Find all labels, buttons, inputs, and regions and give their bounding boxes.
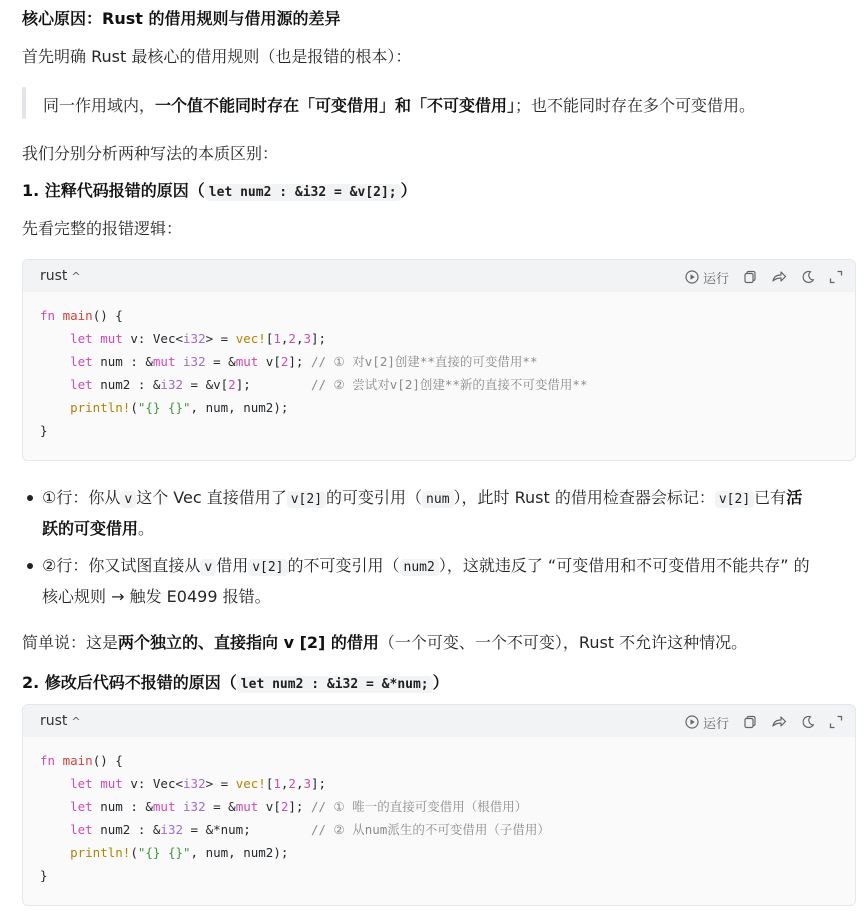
code-content-2: fn main() { let mut v: Vec<i32> = vec![1,2,3]; let num : &mut i32 = &mut v[2]; // ① 唯一的直接可变借用（根借用） let num2 : &i32 = &*num; // ② 从num派生的不可变借用（子借用） println!("{} {}", num, num2); } xyxy=(40,753,550,883)
text: 借用 xyxy=(216,556,249,575)
expand-icon[interactable] xyxy=(829,270,843,284)
code-block-1 xyxy=(22,259,856,461)
inline-code: v[2] xyxy=(287,491,326,508)
section1-close: ） xyxy=(400,181,417,200)
share-icon[interactable] xyxy=(771,270,787,284)
code-language-label: rust xyxy=(40,713,68,729)
section1-intro: 先看完整的报错逻辑： xyxy=(22,219,183,238)
copy-icon[interactable] xyxy=(743,715,757,729)
page-heading: 核心原因：Rust 的借用规则与借用源的差异 xyxy=(22,9,341,28)
copy-icon[interactable] xyxy=(743,270,757,284)
rule-blockquote xyxy=(22,87,842,119)
blockquote-bar xyxy=(22,87,26,119)
inline-code: v xyxy=(200,559,216,576)
quote-pre: 同一作用域内， xyxy=(43,96,156,115)
code-block-header xyxy=(23,260,855,292)
share-icon[interactable] xyxy=(771,715,787,729)
section2-inline-code: let num2 : &i32 = &*num; xyxy=(237,676,433,693)
theme-moon-icon[interactable] xyxy=(801,270,815,284)
code-toolbar xyxy=(685,712,843,732)
bold-text: 跃的可变借用 xyxy=(42,519,139,538)
chevron-up-icon: ^ xyxy=(71,270,81,283)
bullet-dot xyxy=(27,563,33,569)
chevron-up-icon: ^ xyxy=(71,715,81,728)
section2-title: 2. 修改后代码不报错的原因（ xyxy=(22,673,237,692)
text: （一个可变、一个不可变），Rust 不允许这种情况。 xyxy=(378,633,748,652)
intro-text: 首先明确 Rust 最核心的借用规则（也是报错的根本）： xyxy=(22,47,412,66)
text: 。 xyxy=(138,519,155,538)
code-language-toggle[interactable] xyxy=(40,268,81,284)
section1-title: 1. 注释代码报错的原因（ xyxy=(22,181,205,200)
analysis-intro: 我们分别分析两种写法的本质区别： xyxy=(22,144,279,163)
code-block-2 xyxy=(22,704,856,906)
code-language-toggle[interactable] xyxy=(40,713,81,729)
text: 的不可变引用（ xyxy=(287,556,400,575)
section2-close: ） xyxy=(432,673,449,692)
code-toolbar xyxy=(685,267,843,287)
inline-code: v xyxy=(120,491,136,508)
list-item xyxy=(22,551,858,611)
section2-heading xyxy=(22,670,449,693)
bold-text: 两个独立的、直接指向 v [2] 的借用 xyxy=(118,633,379,652)
bullet-list xyxy=(22,483,858,611)
code-comment: // ② 从num派生的不可变借用（子借用） xyxy=(310,822,550,837)
code-content-1: fn main() { let mut v: Vec<i32> = vec![1,2,3]; let num : &mut i32 = &mut v[2]; // ① 对v[2]创建**直接的可变借用** let num2 : &i32 = &v[2]; // ② 尝试对v[2]创建**新的直接不可变借用** println!("{} {}", num, num2); } xyxy=(40,308,588,438)
inline-code: num2 xyxy=(400,559,439,576)
code-block-header xyxy=(23,705,855,737)
theme-moon-icon[interactable] xyxy=(801,715,815,729)
summary-text xyxy=(22,630,747,653)
text: ），此时 Rust 的借用检查器会标记： xyxy=(453,488,715,507)
quote-bold: 一个值不能同时存在「可变借用」和「不可变借用」 xyxy=(155,96,516,115)
expand-icon[interactable] xyxy=(829,715,843,729)
text: ②行：你又试图直接从 xyxy=(42,556,201,575)
play-icon xyxy=(685,715,699,729)
bullet-dot xyxy=(27,495,33,501)
play-icon xyxy=(685,270,699,284)
run-label: 运行 xyxy=(702,716,729,732)
run-label: 运行 xyxy=(702,271,729,287)
text: 简单说：这是 xyxy=(22,633,119,652)
list-item xyxy=(22,483,858,543)
code-comment: // ① 对v[2]创建**直接的可变借用** xyxy=(310,354,538,369)
text: 这个 Vec 直接借用了 xyxy=(136,488,287,507)
section1-heading xyxy=(22,178,417,201)
text: ），这就违反了 “可变借用和不可变借用不能共存” 的 xyxy=(438,556,810,575)
quote-post: ；也不能同时存在多个可变借用。 xyxy=(515,96,756,115)
text: 已有 xyxy=(754,488,787,507)
blockquote-text xyxy=(43,93,755,116)
text: 核心规则 → 触发 E0499 报错。 xyxy=(42,587,271,606)
code-language-label: rust xyxy=(40,268,68,284)
bold-text: 活 xyxy=(786,488,803,507)
run-button[interactable] xyxy=(685,268,729,287)
text: 的可变引用（ xyxy=(326,488,423,507)
inline-code: num xyxy=(422,491,453,508)
text: ①行：你从 xyxy=(42,488,121,507)
inline-code: v[2] xyxy=(248,559,287,576)
inline-code: v[2] xyxy=(715,491,754,508)
code-comment: // ② 尝试对v[2]创建**新的直接不可变借用** xyxy=(310,377,588,392)
code-comment: // ① 唯一的直接可变借用（根借用） xyxy=(310,799,528,814)
section1-inline-code: let num2 : &i32 = &v[2]; xyxy=(205,184,401,201)
run-button[interactable] xyxy=(685,713,729,732)
